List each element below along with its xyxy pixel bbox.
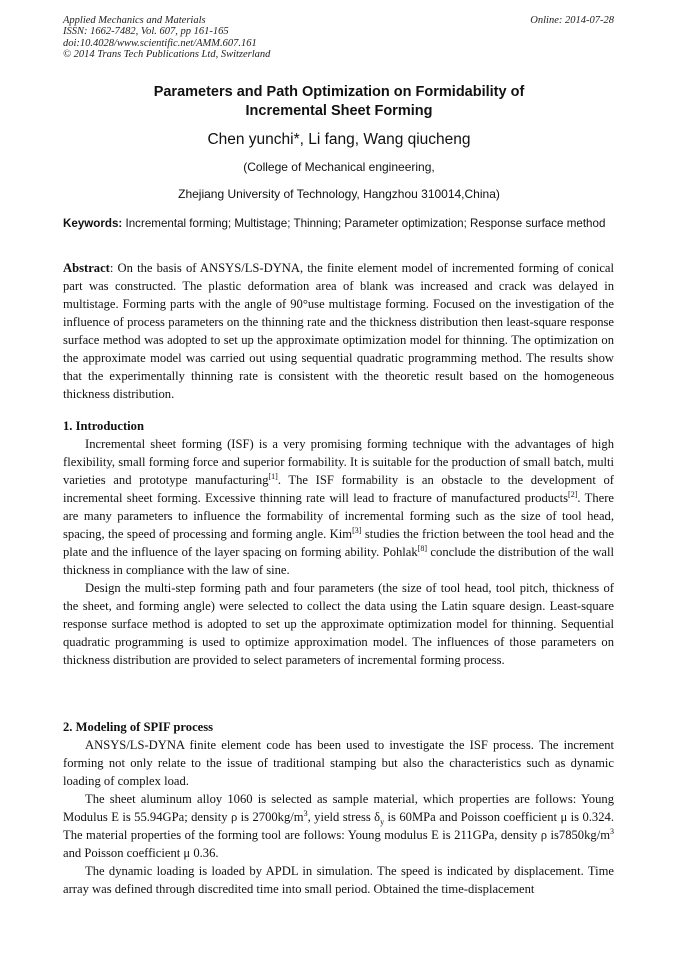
journal-name: Applied Mechanics and Materials — [63, 15, 206, 26]
citation-ref[interactable]: [1] — [268, 471, 278, 481]
paragraph: The dynamic loading is loaded by APDL in simulation. The speed is indicated by displacement. Time array was defined through discredited time into small period. Obtained the time-displacement — [63, 864, 614, 896]
title-line-2: Incremental Sheet Forming — [245, 103, 433, 119]
paragraph: Design the multi-step forming path and four parameters (the size of tool head, tool pitch, thickness of the sheet, and forming angle) were selected to collect the data using the Latin square design. Least-square response surface method is adopted to set up the approximate optimization model for thinning. Sequential quadratic programming is used to optimize approximation model. The influences of those parameters on thickness distribution are provided to select parameters of incremental forming process. — [63, 581, 614, 667]
paragraph: ANSYS/LS-DYNA finite element code has been used to investigate the ISF process. The increment forming not only relate to the issue of traditional stamping but also the characteristics such as dynamic loading of complex load. — [63, 738, 614, 788]
paper-title — [0, 83, 678, 121]
keywords-text: Incremental forming; Multistage; Thinning; Parameter optimization; Response surface method — [125, 217, 606, 230]
title-line-1: Parameters and Path Optimization on Formidability of — [153, 84, 525, 100]
section-heading: 2. Modeling of SPIF process — [63, 720, 214, 734]
paragraph: The sheet aluminum alloy 1060 is selected as sample material, which properties are follows: Young Modulus E is 55.94GPa; density ρ is $2700kg/m^3$, yield stress $\delta_y$ is 60MPa and Poisson coefficient μ is 0.324. The material properties of the forming tool are follows: Young modulus E is 211GPa, density ρ $is7850kg/m^3$ and Poisson coefficient μ 0.36. — [63, 792, 614, 860]
citation-ref[interactable]: [3] — [352, 525, 362, 535]
citation-ref[interactable]: [2] — [568, 489, 578, 499]
citation-ref[interactable]: [8] — [417, 543, 428, 553]
authors: Chen yunchi*, Li fang, Wang qiucheng — [207, 131, 471, 148]
section-modeling — [63, 718, 614, 898]
issn-line: ISSN: 1662-7482, Vol. 607, pp 161-165 — [63, 26, 229, 38]
abstract-label: Abstract — [63, 261, 110, 275]
abstract — [63, 259, 614, 403]
journal-meta — [63, 15, 270, 60]
section-introduction — [63, 417, 614, 669]
abstract-text: : On the basis of ANSYS/LS-DYNA, the finite element model of incremented forming of conical part was constructed. The plastic deformation area of blank was increased and crack was delayed in multistage. Forming parts with the angle of 90°use multistage forming. Focused on the investigation of the influence of process parameters on the thinning rate and the thickness distribution then least-square response surface method was adopted to set up the approximate optimization model for thinning. The optimization on the approximate model was carried out using sequential quadratic programming method. The results show that the experimentally thinning rate is consistent with the theoretic result based on the homogeneous thickness distribution. — [63, 261, 614, 401]
keywords-label: Keywords: — [63, 217, 123, 230]
copyright-line: © 2014 Trans Tech Publications Ltd, Switzerland — [63, 48, 271, 60]
keywords — [63, 215, 614, 233]
online-date: Online: 2014-07-28 — [530, 15, 614, 26]
affiliation-line-2: Zhejiang University of Technology, Hangzhou 310014,China) — [178, 187, 500, 201]
section-heading: 1. Introduction — [63, 419, 144, 433]
affiliation-line-1: (College of Mechanical engineering, — [243, 160, 435, 174]
paragraph: Incremental sheet forming (ISF) is a very promising forming technique with the advantages of high flexibility, small forming force and superior formability. It is suitable for the production of small batch, multi varieties and prototype manufacturing[1]. The ISF formability is an obstacle to the development of incremental sheet forming. Excessive thinning rate will lead to fracture of manufactured products[2]. There are many parameters to influence the formability of incremental forming such as the size of tool head, spacing, the speed of processing and forming angle. Kim[3] studies the friction between the tool head and the plate and the influence of the layer spacing on forming ability. Pohlak[8] conclude the distribution of the wall thickness in compliance with the law of sine. — [63, 437, 615, 577]
doi-line: doi:10.4028/www.scientific.net/AMM.607.161 — [63, 37, 257, 49]
